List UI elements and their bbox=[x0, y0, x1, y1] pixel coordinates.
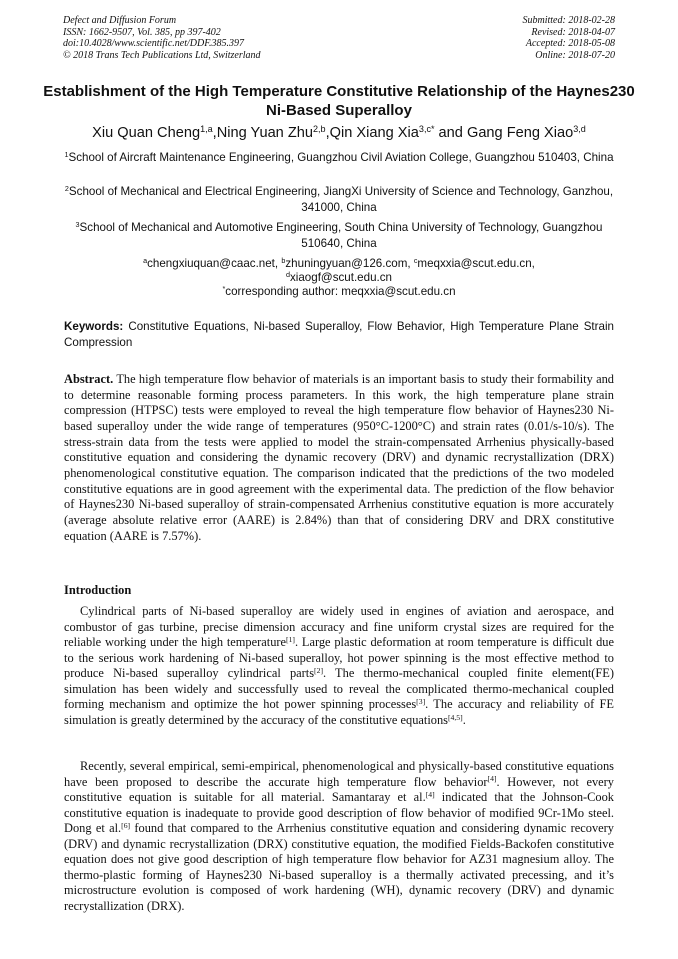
intro-paragraph-1 bbox=[64, 604, 614, 728]
author-affil-sup: 3,c* bbox=[418, 124, 435, 135]
revised-date: Revised: 2018-04-07 bbox=[531, 26, 615, 38]
paragraph-text: . However, not every constitutive equation is suitable for all material. Samantaray et al. bbox=[64, 774, 614, 805]
accepted-date: Accepted: 2018-05-08 bbox=[525, 38, 615, 49]
email-d[interactable]: xiaogf@scut.edu.cn bbox=[289, 271, 392, 284]
submitted-date: Submitted: 2018-02-28 bbox=[522, 15, 615, 26]
citation-ref[interactable]: [2] bbox=[314, 665, 323, 675]
abstract-text: The high temperature flow behavior of materials is an important basis to study their formability and to determine reasonable forming process parameters. In this work, the high temperature plane strain compression (HTPSC) tests were employed to reveal the high temperature flow behavior of Haynes230 Ni-based superalloy under the wide range of temperatures (950°C-1200°C) and strain rates (0.01/s-10/s). The stress-strain data from the tests were applied to model the strain-compensated Arrhenius physically-based constitutive equation and considering the dynamic recovery (DRV) and dynamic recrystallization (DRX) phenomenological constitutive equation. The comparison indicated that the predictions of the two modeled constitutive equations are in good agreement with the experimental data. The prediction of the flow behavior of Haynes230 Ni-based superalloy of strain-compensated Arrhenius constitutive equation is more accurately (average absolute relative error (AARE) is 2.84%) than that of considering DRV and DRX constitutive equation (AARE is 7.57%). bbox=[64, 372, 614, 543]
citation-ref[interactable]: [4,5] bbox=[448, 712, 463, 722]
citation-ref[interactable]: [1] bbox=[286, 634, 295, 644]
paragraph-text: . bbox=[462, 712, 466, 727]
corresponding-author: corresponding author: meqxxia@scut.edu.cn bbox=[225, 285, 456, 298]
affiliation-sup: 2 bbox=[64, 184, 69, 194]
paragraph-text: indicated that the Johnson-Cook constitutive equation is inadequate to provide good description of flow behavior of modified 9Cr-1Mo steel. Dong et al. bbox=[64, 790, 614, 836]
email-sup: c bbox=[413, 256, 418, 266]
journal-header bbox=[63, 15, 615, 63]
paragraph-text: Cylindrical parts of Ni-based superalloy are widely used in engines of aviation and aerospace, and combustor of gas turbine, precise dimension accuracy and fine uniform crystal sizes are required for the reliable working under the high temperature bbox=[64, 604, 614, 650]
author-name: Gang Feng Xiao bbox=[466, 125, 574, 141]
author-separator: , bbox=[325, 125, 330, 141]
email-a[interactable]: chengxiuquan@caac.net, bbox=[147, 257, 279, 270]
author-separator: , bbox=[212, 125, 217, 141]
email-sup: d bbox=[285, 270, 290, 280]
header-left bbox=[63, 15, 261, 61]
citation-ref[interactable]: [4] bbox=[425, 789, 435, 799]
author-name: Ning Yuan Zhu bbox=[216, 125, 314, 141]
author-affil-sup: 1,a bbox=[200, 124, 213, 135]
affiliation-sup: 3 bbox=[75, 220, 80, 230]
affiliation-sup: 1 bbox=[64, 150, 69, 160]
issn-line: ISSN: 1662-9507, Vol. 385, pp 397-402 bbox=[63, 26, 221, 38]
paragraph-text: . Large plastic deformation at room temperature is difficult due to the serious work hardening of Ni-based superalloy, hot power spinning is the most effective method to produce Ni-based superalloy cylindrical parts bbox=[64, 635, 614, 681]
header-right bbox=[523, 15, 616, 61]
abstract-section bbox=[64, 372, 614, 544]
citation-ref[interactable]: [3] bbox=[416, 697, 426, 707]
paragraph-text: found that compared to the Arrhenius constitutive equation and considering dynamic recovery (DRV) and dynamic recrystallization (DRX) constitutive equation, the modified Fields-Backofen constitutive equation does not give good description of high temperature flow behavior for AZ31 magnesium alloy. The thermo-plastic forming of Haynes230 Ni-based superalloy is a thermally activated precessing, and it’s microstructure evolution is composed of work hardening (WH), dynamic recovery (DRV) and dynamic recrystallization (DRX). bbox=[64, 821, 614, 913]
affiliation-text: School of Mechanical and Electrical Engineering, JiangXi University of Science and Technology, Ganzhou, 341000, China bbox=[68, 185, 614, 214]
email-line-3 bbox=[60, 285, 618, 299]
affiliation-text: School of Mechanical and Automotive Engineering, South China University of Technology, Guangzhou 510640, China bbox=[79, 221, 603, 250]
citation-ref[interactable]: [6] bbox=[121, 820, 131, 830]
keywords-section bbox=[64, 319, 614, 350]
introduction-heading: Introduction bbox=[64, 583, 132, 597]
paragraph-text: . The accuracy and reliability of FE simulation is greatly determined by the accuracy of the constitutive equations bbox=[64, 697, 614, 727]
intro-paragraph-2 bbox=[64, 759, 614, 914]
email-b[interactable]: zhuningyuan@126.com, bbox=[285, 257, 411, 270]
author-line bbox=[40, 124, 638, 142]
author-and: and bbox=[434, 125, 467, 141]
author-affil-sup: 2,b bbox=[313, 124, 326, 135]
author-name: Qin Xiang Xia bbox=[329, 125, 419, 141]
author-affil-sup: 3,d bbox=[573, 124, 586, 135]
email-line-1 bbox=[60, 257, 618, 271]
corresponding-sup: * bbox=[222, 284, 226, 294]
affiliation-1 bbox=[60, 150, 618, 166]
email-sup: a bbox=[143, 256, 148, 266]
keywords-text: Constitutive Equations, Ni-based Superalloy, Flow Behavior, High Temperature Plane Strain Compression bbox=[64, 320, 614, 349]
email-line-2 bbox=[60, 271, 618, 285]
doi-line: doi:10.4028/www.scientific.net/DDF.385.397 bbox=[63, 38, 245, 49]
author-name: Xiu Quan Cheng bbox=[92, 125, 201, 141]
copyright-line: © 2018 Trans Tech Publications Ltd, Switzerland bbox=[63, 49, 261, 61]
email-sup: b bbox=[281, 256, 286, 266]
keywords-label: Keywords: bbox=[64, 320, 124, 333]
affiliation-text: School of Aircraft Maintenance Engineering, Guangzhou Civil Aviation College, Guangzhou 510403, China bbox=[68, 151, 614, 164]
journal-name: Defect and Diffusion Forum bbox=[63, 15, 177, 26]
citation-ref[interactable]: [4] bbox=[487, 774, 497, 784]
paper-title: Establishment of the High Temperature Constitutive Relationship of the Haynes230 Ni-Based Superalloy bbox=[43, 83, 635, 119]
email-block bbox=[60, 257, 618, 299]
paragraph-text: . The thermo-mechanical coupled finite element(FE) simulation has been widely and successfully used to reveal the complicated thermo-mechanical coupled forming mechanism and optimize the hot power spinning processes bbox=[64, 666, 614, 712]
paragraph-text: Recently, several empirical, semi-empirical, phenomenological and physically-based constitutive equations have been proposed to describe the accurate high temperature flow behavior bbox=[64, 759, 614, 789]
online-date: Online: 2018-07-20 bbox=[535, 49, 615, 61]
affiliation-2 bbox=[60, 184, 618, 215]
abstract-label: Abstract. bbox=[64, 372, 114, 386]
email-c[interactable]: meqxxia@scut.edu.cn, bbox=[417, 257, 535, 270]
affiliation-3 bbox=[60, 220, 618, 251]
